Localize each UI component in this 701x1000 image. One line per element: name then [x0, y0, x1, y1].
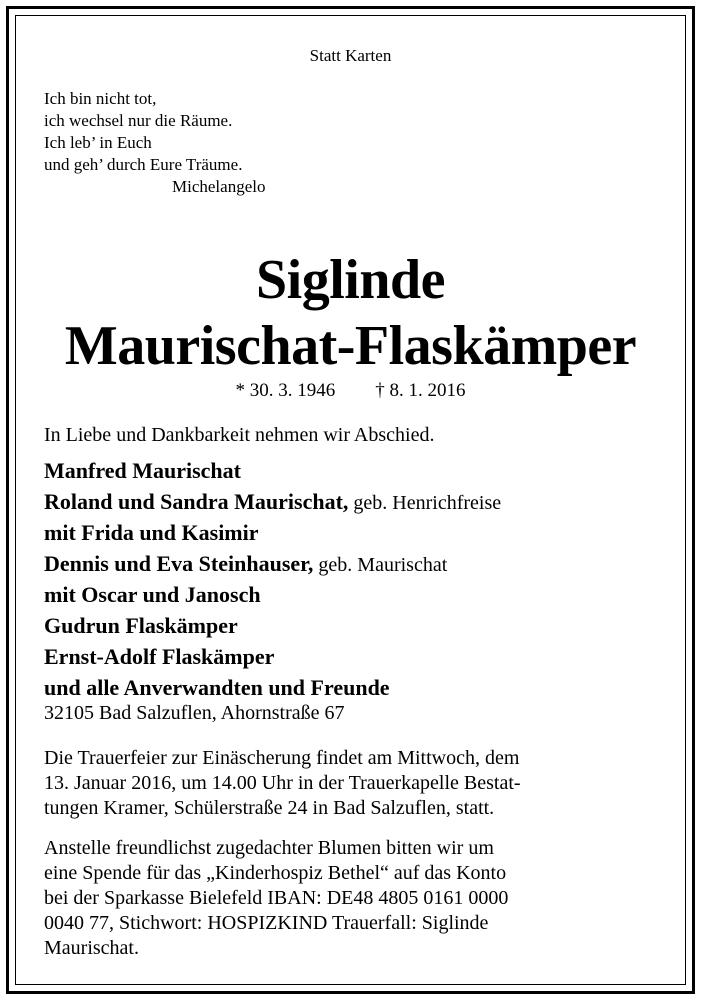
mourners-list: [44, 456, 501, 704]
mourner-line: mit Frida und Kasimir: [44, 520, 259, 545]
poem-line: Ich leb’ in Euch: [44, 133, 152, 152]
mourner-line: Manfred Maurischat: [44, 458, 241, 483]
poem: [44, 88, 265, 198]
ceremony-line: 13. Januar 2016, um 14.00 Uhr in der Trauerkapelle Bestat-: [44, 772, 521, 794]
mourner-line: Ernst-Adolf Flaskämper: [44, 644, 275, 669]
donation-line: Anstelle freundlichst zugedachter Blumen bitten wir um: [44, 837, 494, 859]
mourner-line: Dennis und Eva Steinhauser, geb. Maurischat: [44, 551, 448, 576]
deceased-last-name: Maurischat-Flaskämper: [64, 315, 637, 377]
mourner-line: und alle Anverwandten und Freunde: [44, 675, 390, 700]
poem-line: Ich bin nicht tot,: [44, 89, 157, 108]
donation-line: Maurischat.: [44, 937, 139, 959]
donation-line: bei der Sparkasse Bielefeld IBAN: DE48 4805 0161 0000: [44, 887, 509, 909]
poem-line: und geh’ durch Eure Träume.: [44, 155, 243, 174]
obituary-frame: [6, 6, 695, 994]
obituary-notice: [15, 15, 686, 985]
mourner-line: mit Oscar und Janosch: [44, 582, 261, 607]
family-address: 32105 Bad Salzuflen, Ahornstraße 67: [44, 702, 345, 724]
death-date: † 8. 1. 2016: [375, 380, 466, 401]
mourner-line: Gudrun Flaskämper: [44, 613, 238, 638]
birth-date: * 30. 3. 1946: [235, 380, 336, 401]
poem-author: Michelangelo: [172, 177, 266, 196]
ceremony-line: Die Trauerfeier zur Einäscherung findet am Mittwoch, dem: [44, 747, 520, 769]
donation-line: 0040 77, Stichwort: HOSPIZKIND Trauerfall: Siglinde: [44, 912, 489, 934]
donation-info: [44, 836, 508, 961]
donation-line: eine Spende für das „Kinderhospiz Bethel“ auf das Konto: [44, 862, 507, 884]
ceremony-line: tungen Kramer, Schülerstraße 24 in Bad Salzuflen, statt.: [44, 797, 495, 819]
mourner-line: Roland und Sandra Maurischat, geb. Henrichfreise: [44, 489, 502, 514]
farewell-text: In Liebe und Dankbarkeit nehmen wir Abschied.: [44, 424, 435, 446]
deceased-first-name: Siglinde: [256, 249, 445, 311]
poem-line: ich wechsel nur die Räume.: [44, 111, 233, 130]
ceremony-info: [44, 746, 521, 821]
life-dates: [16, 380, 685, 402]
header-statt-karten: Statt Karten: [309, 46, 392, 65]
